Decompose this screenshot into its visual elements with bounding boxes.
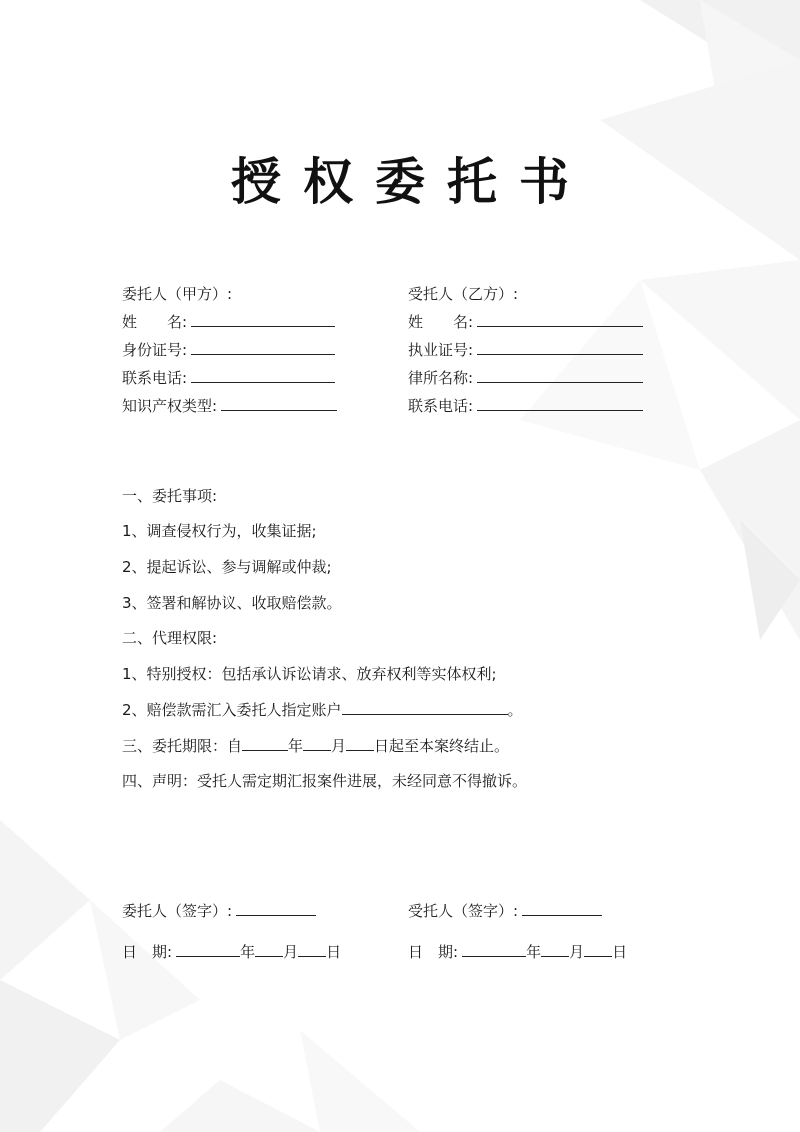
party-b-date-year: 年 [526,943,542,961]
party-b-date-month: 月 [569,943,585,961]
term-month-field[interactable] [303,736,331,751]
party-b-section [408,284,678,424]
party-a-name-field[interactable] [191,312,335,327]
party-b-firm-field[interactable] [477,368,643,383]
party-b-signature-label: 受托人（签字）: [408,902,519,920]
party-b-license-label: 执业证号: [408,341,474,359]
section-4-line: 四、声明：受托人需定期汇报案件进展，未经同意不得撤诉。 [122,772,528,790]
party-b-date-label: 日 期: [408,943,459,961]
party-b-date-day: 日 [612,943,628,961]
party-a-signature-label: 委托人（签字）: [122,902,233,920]
party-b-license-field[interactable] [477,340,643,355]
party-b-firm-row [408,368,643,388]
party-b-firm-label: 律所名称: [408,369,474,387]
party-a-date-year-field[interactable] [176,942,240,957]
party-b-date-year-field[interactable] [462,942,526,957]
party-a-phone-field[interactable] [191,368,335,383]
term-year-field[interactable] [242,736,288,751]
party-b-license-row [408,340,643,360]
clause-1-2: 2、提起诉讼、参与调解或仲裁; [122,558,332,576]
clause-1-1: 1、调查侵权行为，收集证据; [122,522,317,540]
party-a-signature-field[interactable] [236,901,316,916]
party-a-section [122,284,382,424]
party-b-date-day-field[interactable] [584,942,612,957]
party-a-date-day: 日 [326,943,342,961]
party-a-name-row [122,312,335,332]
party-b-phone-field[interactable] [477,396,643,411]
party-a-id-label: 身份证号: [122,341,188,359]
party-a-date-month-field[interactable] [255,942,283,957]
party-b-heading: 受托人（乙方）: [408,285,519,303]
party-a-signature-row [122,901,316,921]
clause-1-3: 3、签署和解协议、收取赔偿款。 [122,594,342,612]
party-b-name-label: 姓 名: [408,313,474,331]
term-month-label: 月 [331,737,347,755]
party-a-id-row [122,340,335,360]
party-b-signature-field[interactable] [522,901,602,916]
party-a-ip-type-row [122,396,337,416]
party-a-date-month: 月 [283,943,299,961]
party-b-date-month-field[interactable] [541,942,569,957]
party-a-phone-label: 联系电话: [122,369,188,387]
party-a-phone-row [122,368,335,388]
section-2-heading: 二、代理权限: [122,629,218,647]
party-b-date-row [408,942,627,962]
party-b-name-row [408,312,643,332]
section-3-line [122,736,509,756]
party-a-heading: 委托人（甲方）: [122,285,233,303]
document-title: 授权委托书 [231,153,591,211]
party-b-phone-label: 联系电话: [408,397,474,415]
section-1-heading: 一、委托事项: [122,487,218,505]
clause-2-2 [122,700,523,720]
clause-2-1: 1、特别授权：包括承认诉讼请求、放弃权利等实体权利; [122,665,497,683]
section-3-text: 三、委托期限：自 [122,737,243,755]
account-field[interactable] [342,700,508,715]
party-b-name-field[interactable] [477,312,643,327]
party-a-id-field[interactable] [191,340,335,355]
term-year-label: 年 [288,737,304,755]
party-a-date-row [122,942,341,962]
party-a-ip-type-label: 知识产权类型: [122,397,218,415]
party-a-name-label: 姓 名: [122,313,188,331]
party-a-date-label: 日 期: [122,943,173,961]
party-a-date-year: 年 [240,943,256,961]
clause-2-2-end: 。 [507,701,523,719]
party-a-ip-type-field[interactable] [221,396,337,411]
party-a-date-day-field[interactable] [298,942,326,957]
term-day-field[interactable] [346,736,374,751]
party-b-phone-row [408,396,643,416]
section-3-end: 日起至本案终结止。 [374,737,510,755]
clause-2-2-text: 2、赔偿款需汇入委托人指定账户 [122,701,342,719]
party-b-signature-row [408,901,602,921]
